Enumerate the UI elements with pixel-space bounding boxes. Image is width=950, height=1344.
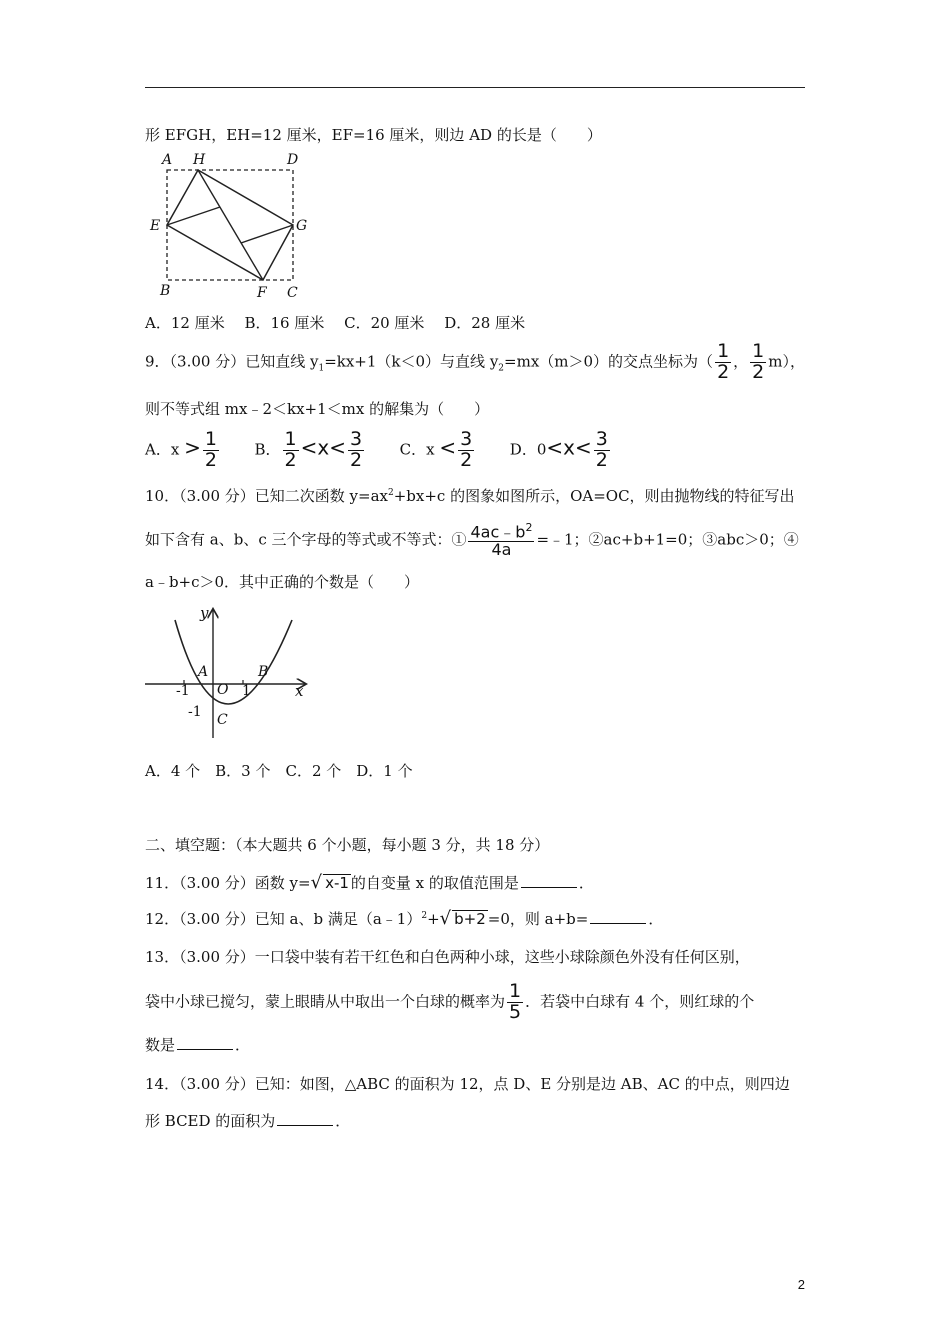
q10-sup: 2 — [387, 488, 394, 498]
q10-line1a: 10．（3.00 分）已知二次函数 y=ax — [145, 487, 388, 505]
q11-pre: 11．（3.00 分）函数 y= — [145, 874, 311, 892]
q9-opt-a: A．x — [145, 440, 180, 459]
q10-frac-num-text: 4ac﹣b — [470, 522, 526, 542]
q9-half-num: 1 — [717, 340, 730, 362]
q13-line3b: ． — [235, 1036, 251, 1054]
q8-label-a: A — [162, 152, 173, 168]
q8-options: A．12 厘米 B．16 厘米 C．20 厘米 D．28 厘米 — [145, 314, 526, 332]
q9-opt-a-frac — [203, 430, 219, 471]
q8-label-e: E — [150, 218, 161, 234]
q9-opt-b: B． — [254, 440, 281, 459]
q12-plus: + — [427, 910, 440, 928]
q9-half-fraction-2 — [750, 342, 766, 383]
q13-line2a: 袋中小球已搅匀，蒙上眼睛从中取出一个白球的概率为 — [145, 992, 506, 1011]
q9-half-den: 2 — [717, 360, 730, 383]
q12-pre: 12．（3.00 分）已知 a、b 满足（a﹣1） — [145, 910, 422, 928]
q10-line2a: 如下含有 a、b、c 三个字母的等式或不等式：① — [145, 530, 467, 549]
q8-label-h: H — [193, 152, 206, 168]
q10-frac-den: 4a — [491, 540, 512, 560]
q9-tail: m）， — [768, 352, 805, 371]
q11 — [145, 872, 594, 893]
sqrt-icon: √ — [310, 872, 323, 893]
q9-opt-c-num: 3 — [460, 428, 473, 450]
q12 — [145, 908, 663, 929]
q13-fraction — [507, 982, 523, 1023]
q12-sup: 2 — [421, 911, 428, 921]
page-number: 2 — [797, 1277, 805, 1292]
q9-opt-b-x: x — [317, 435, 330, 460]
q8-line1: 形 EFGH，EH=12 厘米，EF=16 厘米，则边 AD 的长是（ ） — [145, 126, 602, 144]
sqrt-icon: √ — [439, 908, 452, 929]
q9-opt-c: C．x — [399, 440, 435, 459]
q10-label-c: C — [217, 712, 228, 728]
q9-opt-d-lt2: < — [574, 435, 592, 460]
q9-opt-b-frac2 — [348, 430, 364, 471]
q13-line2 — [145, 982, 754, 1023]
q9-sub1: 1 — [318, 363, 325, 374]
q12-radicand: b+2 — [454, 910, 486, 928]
q14-line2a: 形 BCED 的面积为 — [145, 1112, 276, 1130]
q12-answer-blank[interactable] — [590, 923, 646, 924]
q10-frac-sup: 2 — [525, 521, 533, 534]
q11-end: ． — [578, 874, 594, 892]
q10-line3: a﹣b+c＞0．其中正确的个数是（ ） — [145, 573, 420, 591]
q10-label-a: A — [198, 664, 209, 680]
q9-opt-a-den: 2 — [204, 448, 217, 471]
q8-label-d: D — [287, 152, 299, 168]
q9-opt-b-frac1 — [283, 430, 299, 471]
q9-opt-d-lt1: < — [546, 435, 564, 460]
section2-title: 二、填空题：（本大题共 6 个小题，每小题 3 分，共 18 分） — [145, 836, 550, 854]
q9-half-den-2: 2 — [752, 360, 765, 383]
q10-line1 — [145, 485, 795, 506]
q9-mid1: =kx+1（k＜0）与直线 y — [324, 352, 499, 371]
q10-options: A．4 个 B．3 个 C．2 个 D．1 个 — [145, 762, 413, 780]
q13-line2b: ．若袋中白球有 4 个，则红球的个 — [525, 992, 755, 1011]
q11-post: 的自变量 x 的取值范围是 — [350, 874, 519, 892]
q13-line3 — [145, 1034, 250, 1055]
q9-opt-d-num: 3 — [595, 428, 608, 450]
q8-label-c: C — [287, 285, 298, 301]
q12-end: ． — [648, 910, 664, 928]
q10-fraction — [468, 522, 534, 559]
header-rule — [145, 87, 805, 88]
q9-opt-b-lt2: < — [329, 435, 346, 460]
q9-opt-b-den2: 2 — [350, 448, 363, 471]
q14-answer-blank[interactable] — [277, 1125, 333, 1126]
q9-options — [145, 430, 612, 471]
q10-label-y: y — [200, 604, 209, 622]
q9-opt-a-num: 1 — [204, 428, 217, 450]
q9-opt-b-num1: 1 — [284, 428, 297, 450]
q13-frac-num: 1 — [509, 980, 522, 1002]
q10-label-x: x — [295, 682, 304, 700]
q9-opt-d: D．0 — [509, 440, 547, 459]
q8-label-g: G — [296, 218, 308, 234]
q9-opt-b-den1: 2 — [284, 448, 297, 471]
q14-line2b: ． — [335, 1112, 351, 1130]
q9-line2: 则不等式组 mx﹣2＜kx+1＜mx 的解集为（ ） — [145, 400, 490, 418]
q14-line2 — [145, 1110, 350, 1131]
q9-opt-d-den: 2 — [595, 448, 608, 471]
q10-label-neg1-x: -1 — [176, 683, 190, 699]
q9-opt-a-gt: > — [184, 435, 201, 460]
q13-line1: 13．（3.00 分）一口袋中装有若干红色和白色两种小球，这些小球除颜色外没有任何区别， — [145, 948, 750, 966]
q9-comma: ， — [733, 352, 749, 371]
q9-prefix: 9．（3.00 分）已知直线 y — [145, 352, 319, 371]
q10-frac-num — [468, 522, 534, 542]
q9-sub2: 2 — [498, 363, 505, 374]
q11-answer-blank[interactable] — [521, 887, 577, 888]
q9-mid2: =mx（m＞0）的交点坐标为（ — [504, 352, 714, 371]
q11-radicand: x-1 — [325, 874, 349, 892]
q8-label-b: B — [160, 283, 171, 299]
q9-opt-b-num2: 3 — [350, 428, 363, 450]
q10-label-o: O — [217, 682, 229, 698]
q9-opt-d-x: x — [563, 435, 575, 460]
q13-answer-blank[interactable] — [177, 1049, 233, 1050]
q13-line3a: 数是 — [145, 1036, 176, 1054]
q10-line1b: +bx+c 的图象如图所示，OA=OC，则由抛物线的特征写出 — [393, 487, 795, 505]
q10-line2 — [145, 522, 799, 559]
q10-label-b: B — [258, 664, 269, 680]
q9-opt-c-den: 2 — [460, 448, 473, 471]
q9-opt-c-frac — [458, 430, 474, 471]
q9-half-num-2: 1 — [752, 340, 765, 362]
q10-label-1-x: 1 — [242, 683, 251, 699]
q9-half-fraction — [715, 342, 731, 383]
q8-label-f: F — [257, 285, 267, 301]
q9-line1 — [145, 342, 805, 383]
q8-rectangle-figure — [145, 150, 315, 305]
q10-label-neg1-y: -1 — [188, 704, 202, 720]
q12-post: =0，则 a+b= — [487, 910, 589, 928]
q9-opt-d-frac — [594, 430, 610, 471]
q10-line2b: =﹣1；②ac+b+1=0；③abc＞0；④ — [536, 530, 799, 549]
q14-line1: 14．（3.00 分）已知：如图，△ABC 的面积为 12，点 D、E 分别是边 AB、AC 的中点，则四边 — [145, 1075, 790, 1093]
q9-opt-b-lt1: < — [300, 435, 318, 460]
q9-opt-c-lt: < — [439, 435, 457, 460]
q13-frac-den: 5 — [509, 1000, 522, 1023]
